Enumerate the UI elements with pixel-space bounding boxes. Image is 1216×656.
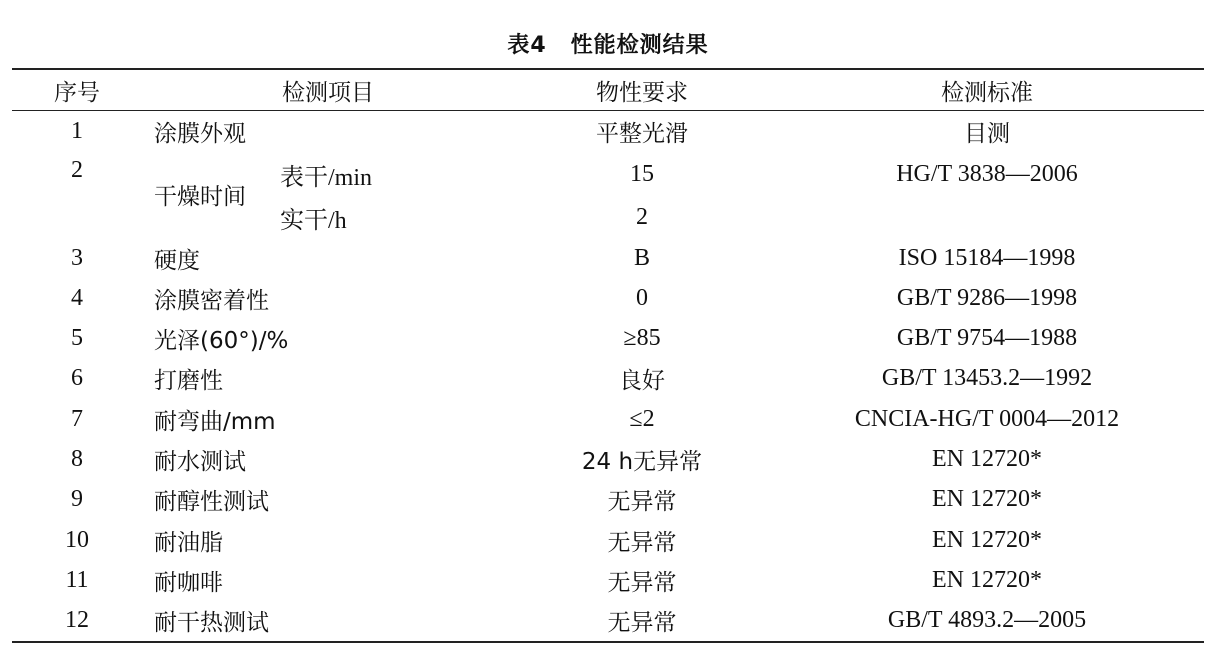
row-item: 耐水测试 — [154, 449, 246, 476]
header-item: 检测项目 — [282, 79, 374, 106]
row-no: 11 — [65, 566, 89, 593]
row-no: 5 — [71, 325, 83, 352]
table-row — [12, 601, 1204, 642]
row-standard: ISO 15184—1998 — [898, 244, 1076, 271]
table-number: 表4 — [507, 33, 547, 58]
row-requirement: 良好 — [619, 368, 665, 395]
row-requirement: ≤2 — [629, 405, 655, 432]
row-standard: GB/T 9754—1988 — [896, 325, 1078, 352]
row-requirement: B — [633, 244, 650, 271]
row-standard: GB/T 9286—1998 — [896, 284, 1078, 311]
table-row — [12, 359, 1204, 399]
table-title: 性能检测结果 — [570, 33, 709, 58]
table-row — [12, 111, 1204, 152]
row-requirement: 15 — [630, 160, 654, 187]
row-requirement: 无异常 — [607, 529, 677, 556]
table-row — [12, 439, 1204, 479]
row-item: 涂膜外观 — [154, 120, 246, 147]
row-no: 6 — [71, 365, 83, 392]
row-requirement: 无异常 — [607, 569, 677, 596]
table-row — [12, 318, 1204, 358]
row-item: 耐油脂 — [154, 529, 223, 556]
row-standard: EN 12720* — [932, 566, 1042, 593]
table-row — [12, 560, 1204, 600]
table-row — [12, 480, 1204, 520]
row-requirement: 0 — [636, 284, 648, 311]
row-standard: EN 12720* — [932, 446, 1042, 473]
table-row — [12, 151, 1204, 197]
table-row — [12, 278, 1204, 318]
table-row — [12, 238, 1204, 278]
row-item: 耐醇性测试 — [154, 489, 269, 516]
row-item: 硬度 — [154, 247, 200, 274]
row-requirement: 无异常 — [607, 610, 677, 637]
header-standard: 检测标准 — [941, 79, 1033, 106]
row-no: 8 — [71, 446, 83, 473]
row-standard: EN 12720* — [932, 526, 1042, 553]
row-requirement: 24 h无异常 — [581, 449, 703, 476]
header-requirement: 物性要求 — [596, 79, 688, 106]
row-requirement: 无异常 — [607, 489, 677, 516]
row-no: 10 — [65, 526, 89, 553]
row-sub-item: 实干/h — [280, 208, 347, 235]
row-no: 7 — [71, 405, 83, 432]
row-item: 耐干热测试 — [154, 610, 269, 637]
row-standard — [770, 198, 1204, 238]
row-item: 打磨性 — [154, 368, 223, 395]
row-item: 涂膜密着性 — [154, 287, 269, 314]
row-no: 3 — [71, 244, 83, 271]
row-standard: 目测 — [964, 120, 1010, 147]
row-standard: GB/T 4893.2—2005 — [887, 607, 1087, 634]
row-no: 1 — [71, 117, 83, 144]
row-sub-item: 表干/min — [280, 164, 373, 191]
row-no: 9 — [71, 486, 83, 513]
row-requirement: 平整光滑 — [596, 120, 688, 147]
row-item: 干燥时间 — [154, 184, 246, 211]
table-caption — [0, 28, 1216, 64]
row-item: 耐咖啡 — [154, 569, 223, 596]
row-standard: HG/T 3838—2006 — [896, 160, 1078, 187]
row-no: 4 — [71, 284, 83, 311]
results-table — [12, 68, 1204, 643]
row-item: 耐弯曲/mm — [154, 408, 276, 435]
row-no: 2 — [71, 157, 83, 184]
row-standard: CNCIA-HG/T 0004—2012 — [854, 405, 1120, 432]
row-requirement: ≥85 — [623, 325, 661, 352]
table-row — [12, 520, 1204, 560]
row-item: 光泽(60°)/% — [154, 328, 289, 355]
header-no: 序号 — [54, 79, 100, 106]
table-row — [12, 399, 1204, 439]
row-no: 12 — [65, 607, 89, 634]
table-header-row — [12, 69, 1204, 111]
row-no — [12, 198, 142, 238]
row-requirement: 2 — [636, 204, 648, 231]
row-standard: GB/T 13453.2—1992 — [881, 365, 1093, 392]
row-standard: EN 12720* — [932, 486, 1042, 513]
